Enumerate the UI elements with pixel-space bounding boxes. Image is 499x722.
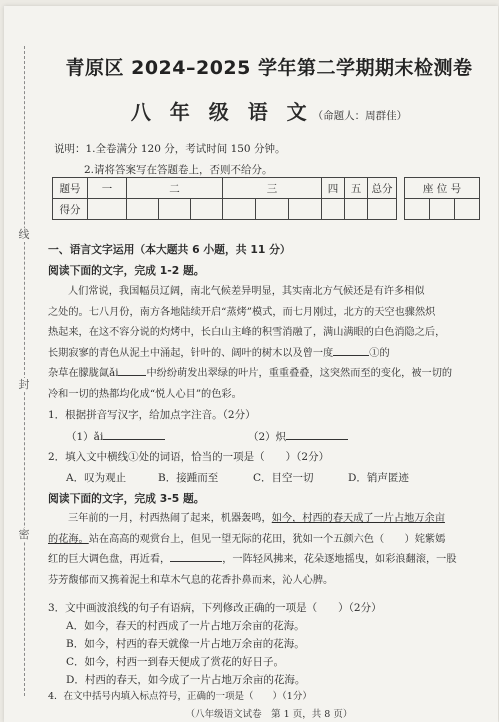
score-box[interactable] <box>368 199 397 220</box>
passage-2-line-2 <box>48 530 488 551</box>
blank-1[interactable] <box>333 344 369 356</box>
score-table-score-row <box>53 199 397 220</box>
blank-ai[interactable] <box>118 364 146 376</box>
score-box[interactable] <box>127 199 159 220</box>
exam-title: 青原区 2024–2025 学年第二学期期末检测卷 <box>65 57 473 79</box>
q3-option-c[interactable]: C．如今，村西一到春天便成了赏花的好日子。 <box>66 656 285 668</box>
page-footer: （八年级语文试卷 第 1 页，共 8 页） <box>185 709 353 720</box>
score-table <box>52 177 397 220</box>
q1-answer-a[interactable] <box>103 428 165 440</box>
blank-2[interactable] <box>170 550 222 562</box>
q1-part-a-label: （1）ǎi <box>66 431 104 443</box>
passage-1-line-4 <box>48 344 488 365</box>
score-cell-q5: 五 <box>345 178 368 199</box>
q3-option-a[interactable]: A．如今，春天的村西成了一片占地万余亩的花海。 <box>66 620 305 632</box>
passage-1-line-6: 冷和一切的热都均化成“悦人心目”的色彩。 <box>48 388 242 400</box>
exam-paper <box>4 6 498 722</box>
exam-notes <box>54 139 285 181</box>
section-1-title: 一、语言文字运用（本大题共 6 小题，共 11 分） <box>48 243 291 256</box>
score-row-label: 得分 <box>53 199 88 220</box>
score-box[interactable] <box>289 199 322 220</box>
exam-subject <box>48 96 490 125</box>
note-1: 说明：1.全卷满分 120 分，考试时间 150 分钟。 <box>54 143 286 155</box>
seat-box[interactable] <box>430 199 455 220</box>
binding-line <box>24 46 25 696</box>
passage-2-line-3-end: ，一阵轻风拂来，花朵逐地摇曳，如彩浪翻滚，一股 <box>222 554 457 566</box>
score-box[interactable] <box>159 199 191 220</box>
passage-1-line-4-end: 的 <box>379 347 390 359</box>
q1-part-b-label: （2）炽 <box>248 431 287 443</box>
question-4: 4．在文中括号内填入标点符号，正确的一项是（ ）（1分） <box>48 691 312 702</box>
passage-1-line-3: 热起来，在这不容分说的灼烤中，长白山主峰的积雪消融了，满山满眼的白色消隐之后， <box>48 327 446 339</box>
reading-instruction-2: 阅读下面的文字，完成 3-5 题。 <box>48 492 205 505</box>
passage-1-line-5 <box>48 364 488 385</box>
blank-1-marker: ① <box>369 347 380 359</box>
passage-1-line-1: 人们常说，我国幅员辽阔，南北气候差异明显，其实南北方气候还是有许多相似 <box>68 286 425 297</box>
q3-option-d[interactable]: D．村西的春天，如今成了一片占地万余亩的花海。 <box>66 674 306 686</box>
score-box[interactable] <box>191 199 223 220</box>
passage-2-line-4: 芬芳馥郁而又携着泥土和草木气息的花香扑鼻而来，沁人心脾。 <box>48 574 334 586</box>
question-2: 2．填入文中横线①处的词语，恰当的一项是（ ）（2分） <box>48 451 330 463</box>
passage-2-line-1-text: 三年前的一月，村西热闹了起来，机器轰鸣， <box>68 513 272 524</box>
wavy-sentence: 如今，村西的春天成了一片占地万余亩 <box>271 513 445 524</box>
passage-2-line-3-text: 红的巨大调色盘，再近看， <box>48 554 171 566</box>
subject-name: 八 年 级 语 文 <box>130 100 313 124</box>
wavy-sentence-end: 的花海。 <box>48 533 89 545</box>
q1-answer-b[interactable] <box>286 428 348 440</box>
passage-2 <box>48 509 488 591</box>
passage-1-line-5-end: 中纷纷萌发出翠绿的叶片，重重叠叠，这突然而至的变化，被一切的 <box>146 368 453 380</box>
score-table-header-row <box>53 178 397 199</box>
score-cell-label: 题号 <box>53 178 88 199</box>
binding-char-seal: 封 <box>18 378 30 391</box>
passage-1 <box>48 282 488 406</box>
seat-number-table <box>404 177 480 220</box>
passage-2-line-1 <box>48 509 488 530</box>
passage-1-line-2: 之处的。七八月份，南方各地陆续开启“蒸烤”模式，而七月刚过，北方的天空也骤然炽 <box>48 306 436 318</box>
note-2: 2.请将答案写在答题卷上，否则不给分。 <box>84 164 273 176</box>
binding-char-line: 线 <box>18 228 30 241</box>
q1-part-b <box>248 428 348 444</box>
reading-instruction-1: 阅读下面的文字，完成 1-2 题。 <box>48 264 205 277</box>
question-3: 3．文中画波浪线的句子有语病，下列修改正确的一项是（ ）（2分） <box>48 602 382 614</box>
passage-1-line-5-text: 杂草在朦胧氤ǎi <box>48 368 119 380</box>
q1-part-a <box>66 428 165 444</box>
score-cell-q3: 三 <box>223 178 322 199</box>
q2-option-a[interactable]: A．叹为观止 <box>66 472 127 484</box>
seat-box[interactable] <box>405 199 430 220</box>
score-cell-q4: 四 <box>322 178 345 199</box>
score-cell-q1: 一 <box>88 178 127 199</box>
score-box[interactable] <box>88 199 127 220</box>
passage-2-line-2-text: 站在高高的观赏台上，但见一望无际的花田，犹如一个五颜六色（ ）姹紫嫣 <box>88 533 446 545</box>
binding-char-secret: 密 <box>18 528 30 541</box>
score-box[interactable] <box>345 199 368 220</box>
score-cell-q2: 二 <box>127 178 223 199</box>
q2-option-c[interactable]: C．目空一切 <box>253 472 314 484</box>
passage-2-line-3 <box>48 550 488 571</box>
score-box[interactable] <box>256 199 289 220</box>
q3-option-b[interactable]: B．如今，村西的春天就像一片占地万余亩的花海。 <box>66 638 305 650</box>
q2-option-d[interactable]: D．销声匿迹 <box>348 472 409 484</box>
q2-option-b[interactable]: B．接踵而至 <box>158 472 219 484</box>
seat-box[interactable] <box>455 199 480 220</box>
question-1: 1．根据拼音写汉字，给加点字注音。（2分） <box>48 409 256 421</box>
passage-1-line-4-text: 长期寂寥的青色从泥土中涌起，针叶的、阔叶的树木以及曾一度 <box>48 347 334 359</box>
score-cell-total: 总分 <box>368 178 397 199</box>
score-box[interactable] <box>223 199 256 220</box>
exam-author: （命题人：周群佳） <box>312 110 408 122</box>
score-box[interactable] <box>322 199 345 220</box>
seat-label: 座 位 号 <box>405 178 480 199</box>
